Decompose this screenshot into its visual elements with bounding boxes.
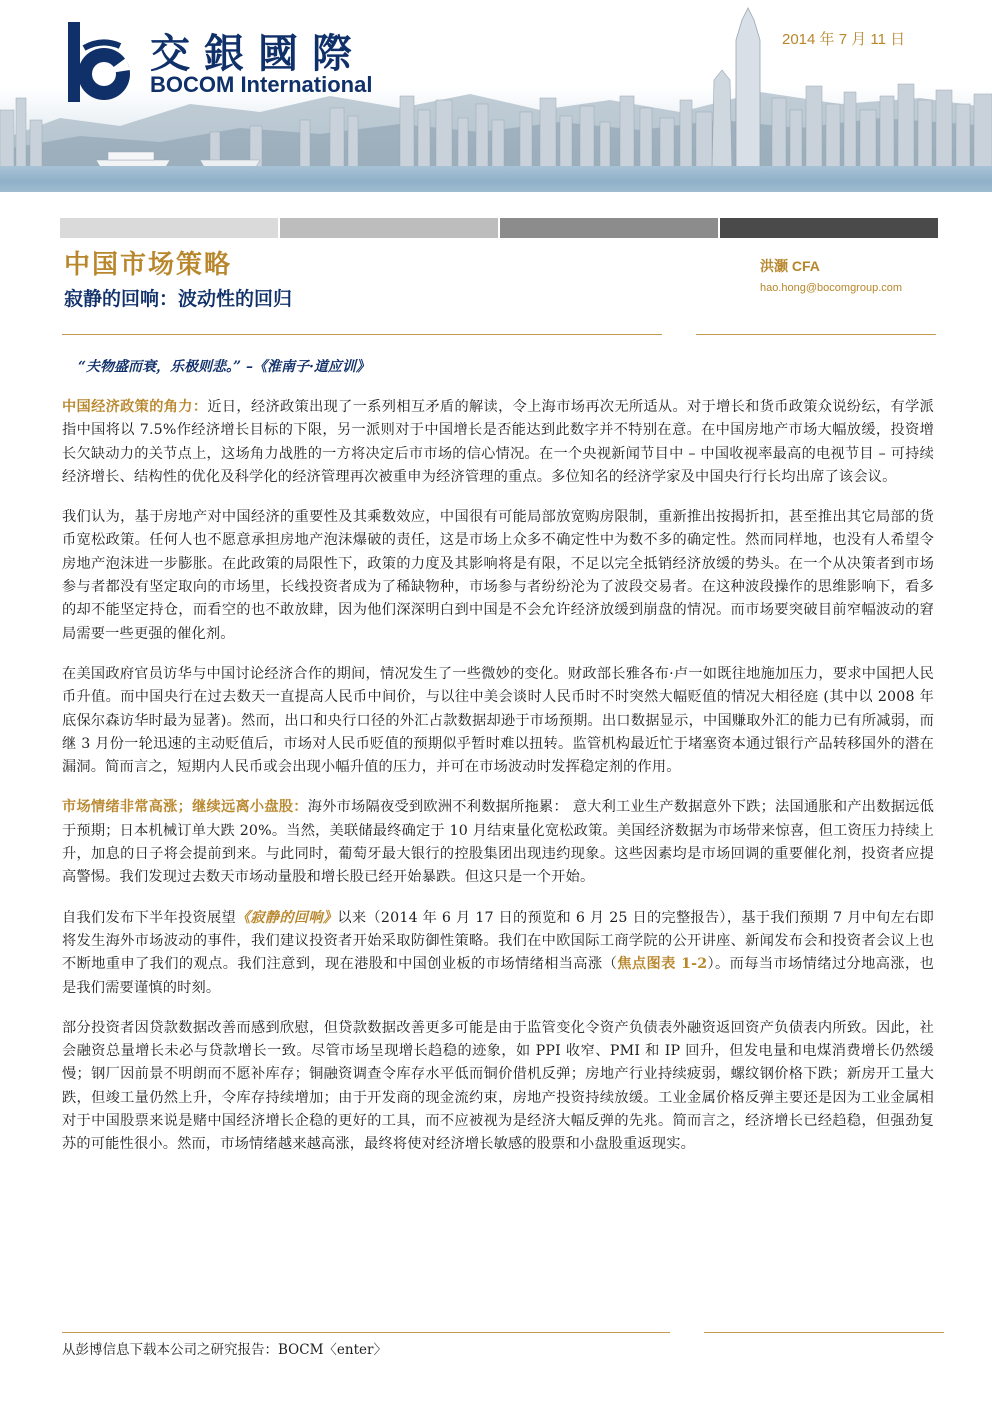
paragraph-5-text-middle: 以来（2014 年 6 月 17 日的预览和 6 月 25 日的完整报告），基于我们预期 7 月中旬左右即将发生海外市场波动的事件，我们建议投资者开始采取防御性策略。我们在中欧国际工商学院的公开讲座、新闻发布会和投资者会议上也不断地重申了我们的观点。我们注意到，现在港股和中国创业板的市场情绪相当高涨（ — [62, 909, 934, 973]
report-title: 中国市场策略 — [64, 250, 233, 280]
paragraph-3-text: 在美国政府官员访华与中国讨论经济合作的期间，情况发生了一些微妙的变化。财政部长雅各布·卢一如既往地施加压力，要求中国把人民币升值。而中国央行在过去数天一直提高人民币中间价，与以往中美会谈时人民币时不时突然大幅贬值的情况大相径庭 (其中以 2008 年底保尔森访华时最为显著)。然而，出口和央行口径的外汇占款数据却逊于市场预期。出口数据显示，中国赚取外汇的能力已有所减弱，而继 3 月份一轮迅速的主动贬值后，市场对人民币贬值的预期似乎暂时难以扭转。监管机构最近忙于堵塞资本通过银行产品转移国外的潜在漏洞。简而言之，短期内人民币或会出现小幅升值的压力，并可在市场波动时发挥稳定剂的作用。 — [62, 665, 934, 776]
logo-english-name: BOCOM International — [150, 72, 373, 97]
paragraph-6-text: 部分投资者因贷款数据改善而感到欣慰，但贷款数据改善更多可能是由于监管变化令资产负债表外融资返回资产负债表内所致。因此，社会融资总量增长未必与贷款增长一致。尽管市场呈现增长趋稳的迹象，如 PPI 收窄、PMI 和 IP 回升，但发电量和电煤消费增长仍然缓慢；钢厂因前景不明朗而不愿补库存；铜融资调查令库存水平低而铜价借机反弹；房地产行业持续疲弱，螺纹钢价格下跌；新房开工量大跌，但竣工量仍然上升，令库存持续增加；由于开发商的现金流约束，房地产投资持续放缓。工业金属价格反弹主要还是因为工业金属相对于中国股票来说是赌中国经济增长企稳的更好的工具，而不应被视为是经济大幅反弹的先兆。简而言之，经济增长已经趋稳，但强劲复苏的可能性很小。然而，市场情绪越来越高涨，最终将使对经济增长敏感的股票和小盘股重返现实。 — [62, 1019, 934, 1153]
footer-rule-right — [704, 1332, 944, 1333]
harbour-water — [0, 166, 992, 192]
divider-bar-segment-4 — [720, 218, 938, 238]
author-name: 洪灏 CFA — [760, 258, 820, 274]
focus-chart-reference: 焦点图表 1-2 — [617, 956, 708, 973]
title-underline-right — [696, 334, 936, 335]
epigraph-quote: “夫物盛而衰，乐极则悲。” –《淮南子·道应训》 — [78, 359, 370, 375]
paragraph-4-heading: 市场情绪非常高涨；继续远离小盘股： — [62, 799, 308, 816]
divider-bar-segment-2 — [280, 218, 498, 238]
footer-rule-left — [62, 1332, 670, 1333]
author-email-link[interactable]: hao.hong@bocomgroup.com — [760, 282, 903, 294]
paragraph-5 — [62, 907, 934, 1000]
paragraph-4-text: 海外市场隔夜受到欧洲不利数据所拖累： 意大利工业生产数据意外下跌；法国通胀和产出数据远低于预期；日本机械订单大跌 20%。当然，美联储最终确定于 10 月结束量化宽松政策。美国经济数据为市场带来惊喜，但工资压力持续上升，加息的日子将会提前到来。与此同时，葡萄牙最大银行的控股集团出现违约现象。这些因素均是市场回调的重要催化剂，投资者应提高警惕。我们发现过去数天市场动量股和增长股已经开始暴跌。但这只是一个开始。 — [62, 799, 934, 886]
report-subtitle: 寂静的回响：波动性的回归 — [64, 288, 293, 310]
article-body — [62, 396, 934, 1174]
logo-chinese-name: 交銀國際 — [150, 30, 366, 77]
paragraph-2 — [62, 506, 934, 646]
title-underline-left — [62, 334, 662, 335]
paragraph-3 — [62, 663, 934, 779]
footer-bloomberg-note: 从彭博信息下载本公司之研究报告：BOCM〈enter〉 — [62, 1342, 387, 1358]
report-date: 2014 年 7 月 11 日 — [782, 31, 906, 48]
outlook-report-title: 《寂静的回响》 — [235, 909, 338, 926]
header-banner — [0, 0, 992, 192]
paragraph-5-text-start: 自我们发布下半年投资展望 — [62, 909, 236, 926]
paragraph-5-text-end: ）。而每当市场情绪过分地高涨，也是我们需要谨慎的时刻。 — [62, 956, 935, 996]
divider-bar-segment-3 — [500, 218, 718, 238]
bocom-logo-icon — [54, 18, 138, 106]
paragraph-2-text: 我们认为，基于房地产对中国经济的重要性及其乘数效应，中国很有可能局部放宽购房限制，重新推出按揭折扣，甚至推出其它局部的货币宽松政策。任何人也不愿意承担房地产泡沫爆破的责任，这是市场上众多不确定性中为数不多的确定性。然而同样地，也没有人希望令房地产泡沫进一步膨胀。在此政策的局限性下，政策的力度及其影响将是有限，不足以完全抵销经济放缓的势头。在一个从决策者到市场参与者都没有坚定取向的市场里，长线投资者成为了稀缺物种，市场参与者纷纷沦为了波段交易者。在这种波段操作的思维影响下，看多的却不能坚定持仓，而看空的也不敢放肆，因为他们深深明白到中国是不会允许经济放缓到崩盘的情况。而市场要突破目前窄幅波动的窘局需要一些更强的催化剂。 — [62, 509, 934, 642]
paragraph-1 — [62, 396, 934, 489]
paragraph-1-heading: 中国经济政策的角力： — [62, 399, 208, 415]
paragraph-4 — [62, 796, 934, 889]
paragraph-6 — [62, 1017, 934, 1157]
divider-bar-segment-1 — [60, 218, 278, 238]
paragraph-1-text: 近日，经济政策出现了一系列相互矛盾的解读，令上海市场再次无所适从。对于增长和货币政策众说纷纭，有学派指中国将以 7.5%作经济增长目标的下限，另一派则对于中国增长是否能达到此数字并不特别在意。在中国房地产市场大幅放缓，投资增长欠缺动力的关节点上，这场角力战胜的一方将决定后市市场的信心情况。在一个央视新闻节目中 – 中国收视率最高的电视节目 – 可持续经济增长、结构性的优化及科学化的经济管理再次被重申为经济管理的重点。多位知名的经济学家及中国央行行长均出席了该会议。 — [62, 399, 934, 485]
